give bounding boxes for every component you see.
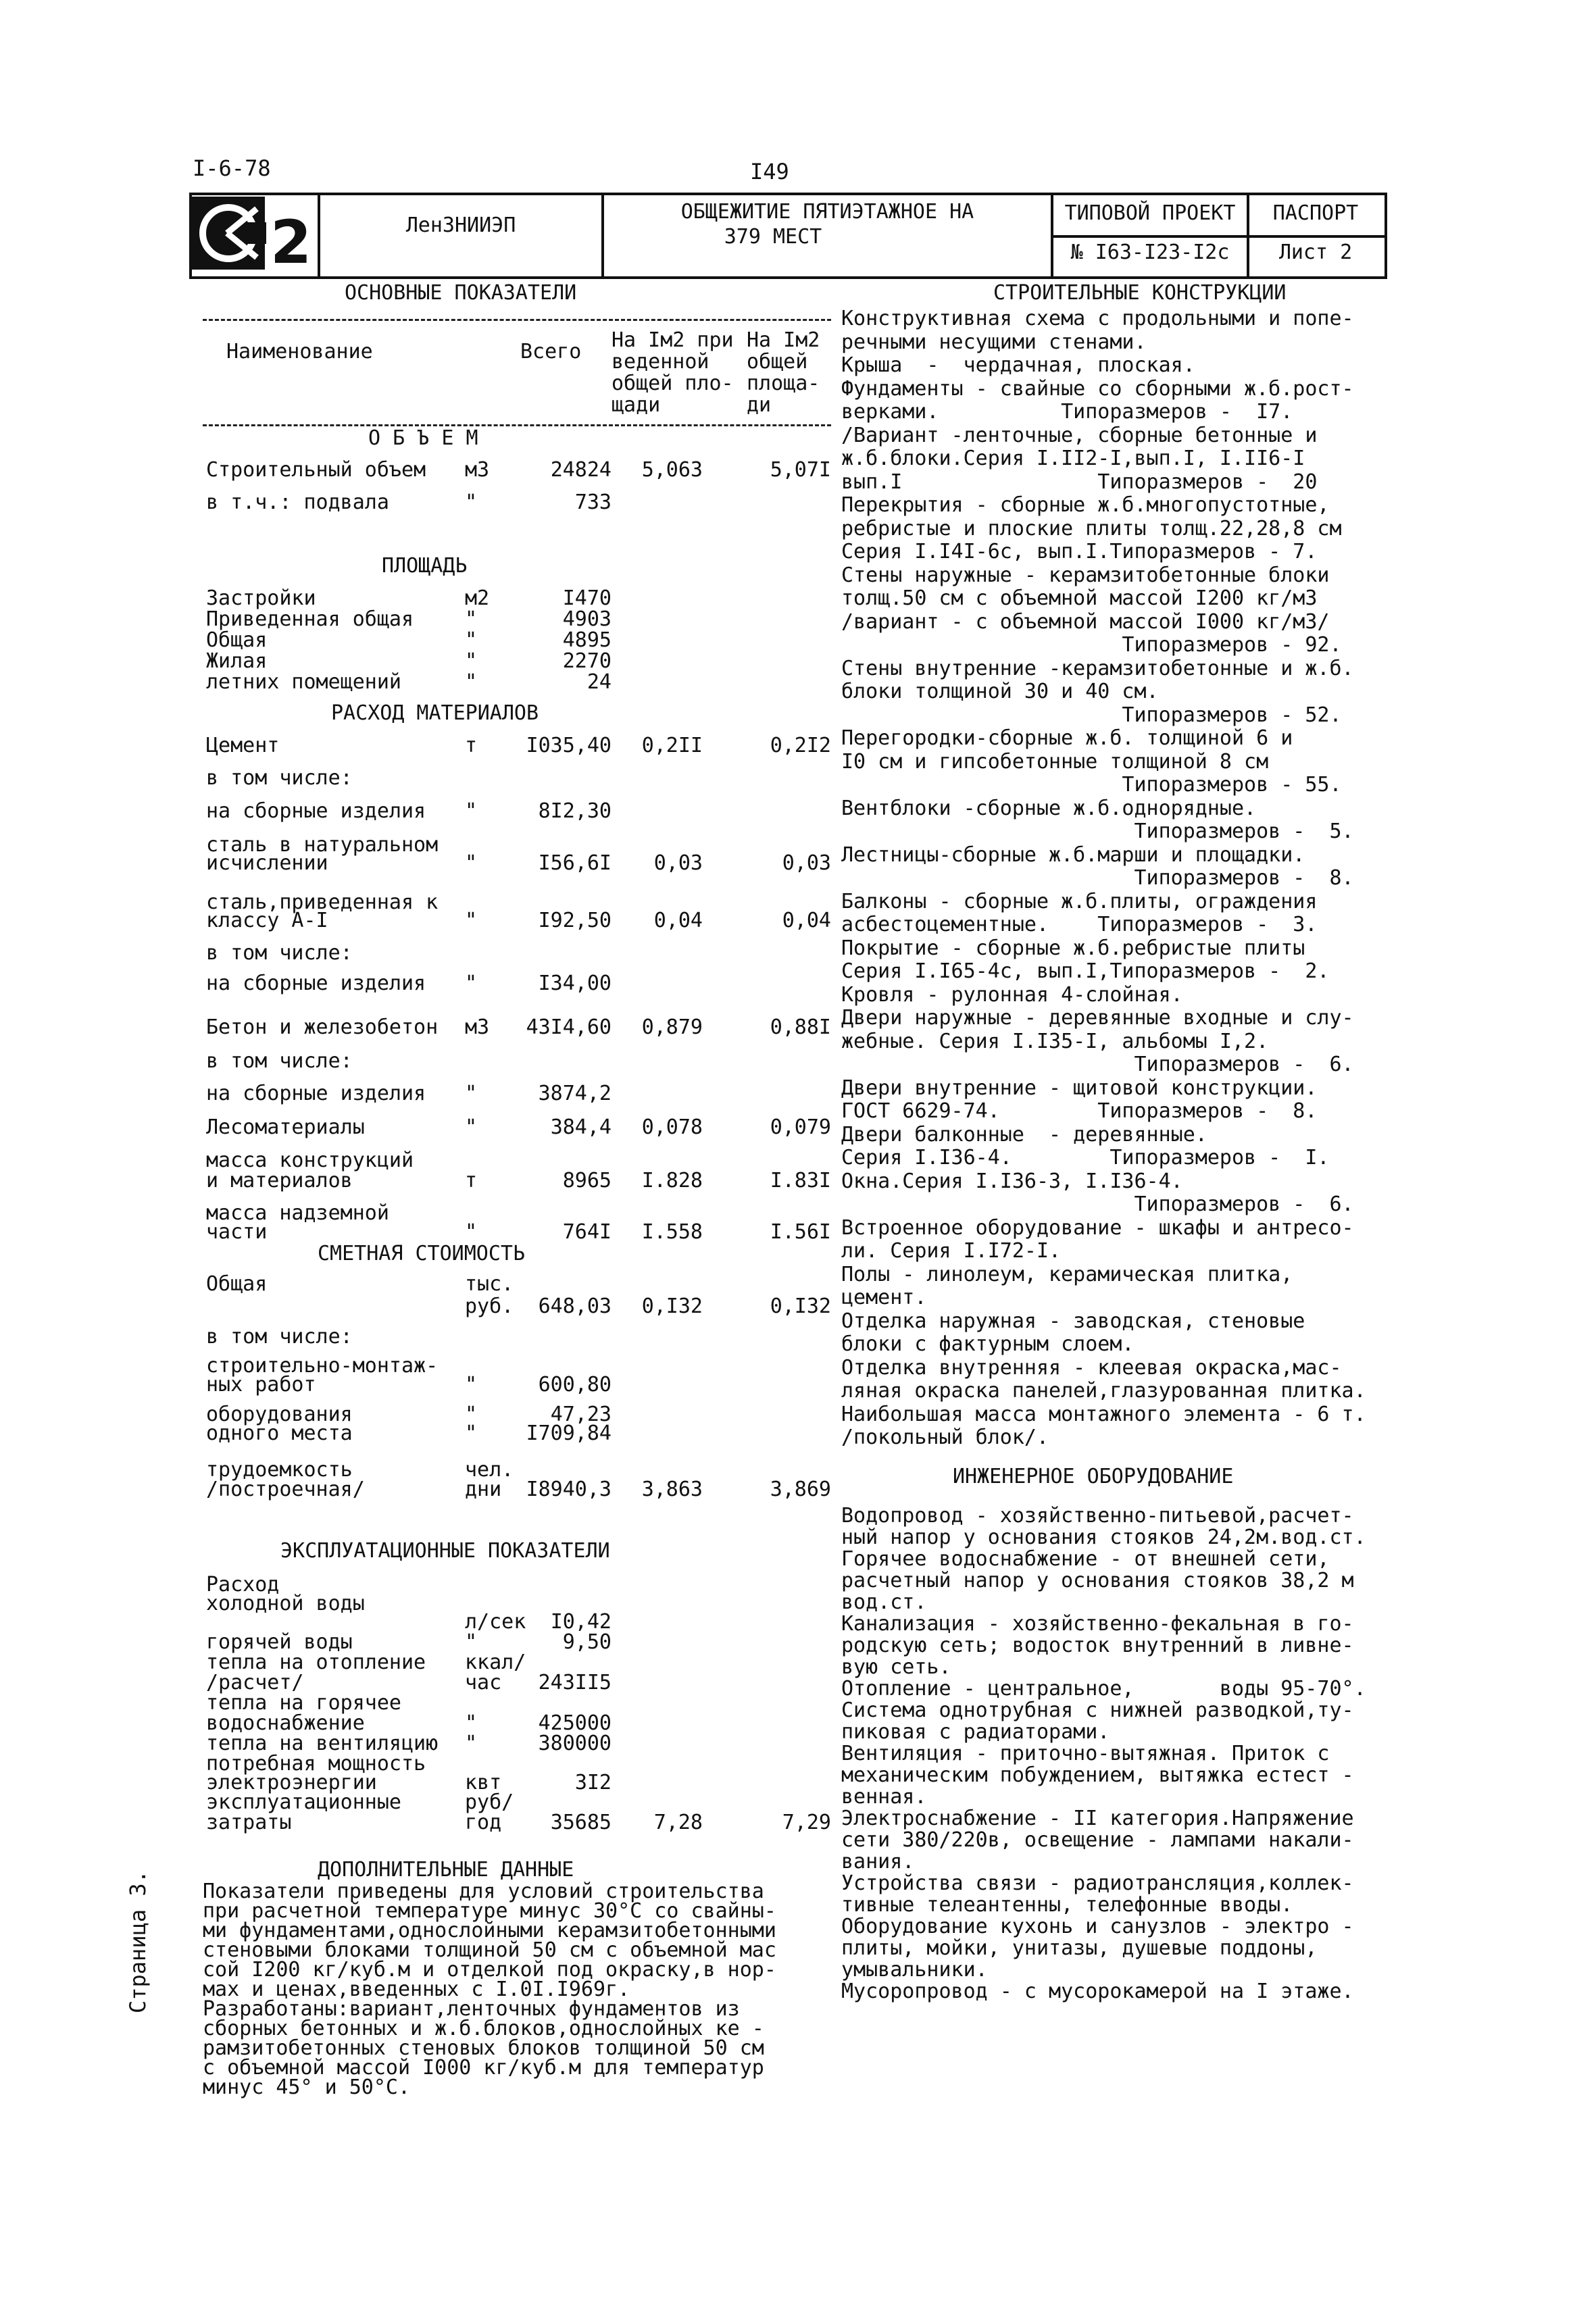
page-number: I49 — [750, 159, 789, 184]
cell-unit: тыс. — [465, 1272, 514, 1296]
section-volume: О Б Ъ Е М — [368, 426, 478, 450]
logo-number: 2 — [270, 207, 312, 274]
cell-b: 3,869 — [770, 1478, 831, 1501]
cell-unit: " — [465, 1711, 478, 1735]
cell-total: 8965 — [562, 1169, 612, 1192]
text-line: родскую сеть; водосток внутренний в ливне- — [841, 1634, 1354, 1657]
cell-name: масса конструкций — [206, 1149, 414, 1172]
extra-title: ДОПОЛНИТЕЛЬНЫЕ ДАННЫЕ — [318, 1858, 574, 1882]
text-line: Перегородки-сборные ж.б. толщиной 6 и — [841, 726, 1293, 750]
cell-a: 0,03 — [653, 851, 703, 875]
text-line: сети 380/220в, освещение - лампами накали- — [841, 1828, 1354, 1852]
text-line: Балконы - сборные ж.б.плиты, ограждения — [841, 889, 1318, 913]
text-line: Серия I.I36-4. Типоразмеров - I. — [841, 1146, 1330, 1169]
text-line: минус 45° и 50°С. — [203, 2076, 411, 2099]
text-line: Двери балконные - деревянные. — [841, 1122, 1207, 1147]
cell-b: 0,88I — [770, 1015, 831, 1039]
text-line: умывальники. — [841, 1958, 988, 1982]
text-line: Крыша - чердачная, плоская. — [841, 353, 1195, 377]
text-line: ный напор у основания стояков 24,2м.вод.ст. — [841, 1526, 1366, 1549]
cell-unit: год — [465, 1811, 502, 1834]
passport-label: ПАСПОРТ — [1272, 201, 1359, 225]
cell-unit: " — [465, 1115, 478, 1139]
cell-total: 35685 — [550, 1811, 612, 1834]
cell-name: водоснабжение — [206, 1711, 365, 1735]
cell-a: 0,2II — [641, 734, 703, 757]
cell-name: летних помещений — [206, 670, 401, 694]
text-line: Мусоропровод - с мусорокамерой на I этаже. — [841, 1980, 1354, 2003]
cell-b: 0,079 — [770, 1115, 831, 1139]
cell-name: и материалов — [206, 1169, 353, 1192]
cell-unit: т — [465, 1169, 478, 1192]
cell-total: I92,50 — [538, 909, 612, 932]
text-line: Наибольшая масса монтажного элемента - 6 т. — [841, 1402, 1366, 1426]
text-line: ли. Серия I.I72-I. — [841, 1239, 1062, 1263]
text-line: Типоразмеров - 55. — [841, 773, 1342, 797]
cell-total: 2270 — [562, 649, 612, 673]
main-indicators-title: ОСНОВНЫЕ ПОКАЗАТЕЛИ — [345, 281, 577, 305]
cell-total: 9,50 — [562, 1630, 612, 1654]
cell-name: Застройки — [206, 586, 316, 610]
cell-unit: " — [465, 1373, 478, 1397]
logo-icon — [189, 193, 318, 274]
text-line: Покрытие - сборные ж.б.ребристые плиты — [841, 936, 1305, 960]
text-line: ребристые и плоские плиты толщ.22,28,8 см — [841, 516, 1342, 540]
cell-total: 24 — [587, 670, 612, 694]
cell-a: I.828 — [641, 1169, 703, 1192]
text-line: Разработаны:вариант,ленточных фундаментов из — [203, 1997, 740, 2021]
cell-name: сталь в натуральном — [206, 833, 439, 857]
text-line: Типоразмеров - 6. — [841, 1192, 1354, 1216]
text-line: Типоразмеров - 52. — [841, 703, 1342, 727]
text-line: Типоразмеров - 5. — [841, 820, 1354, 843]
text-line: Устройства связи - радиотрансляция,коллек- — [841, 1871, 1354, 1895]
cell-unit: " — [465, 909, 478, 932]
extra-text — [203, 1882, 776, 2097]
cell-a: 0,04 — [653, 909, 703, 932]
cell-name: тепла на отопление — [206, 1651, 426, 1674]
cell-name: в том числе: — [206, 941, 353, 965]
cell-total: 24824 — [550, 458, 612, 482]
text-line: жебные. Серия I.I35-I, альбомы I,2. — [841, 1029, 1269, 1053]
cell-name: эксплуатационные — [206, 1790, 401, 1814]
text-line: Типоразмеров - 6. — [841, 1053, 1354, 1076]
text-line: Кровля - рулонная 4-слойная. — [841, 982, 1183, 1007]
text-line: /покольный блок/. — [841, 1426, 1049, 1449]
text-line: Отопление - центральное, воды 95-70°. — [841, 1677, 1366, 1701]
text-line: Отделка наружная - заводская, стеновые — [841, 1309, 1305, 1333]
type-label: ТИПОВОЙ ПРОЕКТ — [1064, 201, 1236, 225]
side-page-note: Страница 3. — [125, 1870, 151, 2013]
cell-total: I56,6I — [538, 851, 612, 875]
text-line: Окна.Серия I.I36-3, I.I36-4. — [841, 1169, 1183, 1193]
cell-total: 43I4,60 — [526, 1015, 612, 1039]
sheet-number: Лист 2 — [1278, 241, 1353, 264]
text-line: Перекрытия - сборные ж.б.многопустотные, — [841, 493, 1330, 517]
text-line: расчетный напор у основания стояков 38,2 м — [841, 1569, 1354, 1592]
constructions-title: СТРОИТЕЛЬНЫЕ КОНСТРУКЦИИ — [993, 281, 1287, 305]
cell-unit: м3 — [465, 458, 490, 482]
col-header-per-reduced: На Iм2 при веденной общей пло- щади — [612, 328, 734, 417]
cell-name: строительно-монтаж- — [206, 1354, 439, 1378]
text-line: Двери наружные - деревянные входные и слу- — [841, 1006, 1354, 1030]
cell-unit: " — [465, 1082, 478, 1105]
text-line: Вентблоки -сборные ж.б.однорядные. — [841, 796, 1257, 820]
text-line: пиковая с радиаторами. — [841, 1720, 1110, 1744]
cell-a: 3,863 — [641, 1478, 703, 1501]
text-line: тивные телеантенны, телефонные вводы. — [841, 1893, 1293, 1917]
text-line: Лестницы-сборные ж.б.марши и площадки. — [841, 842, 1305, 867]
text-line: I0 см и гипсобетонные толщиной 8 см — [841, 749, 1269, 774]
cell-unit: м3 — [465, 1015, 490, 1039]
cell-unit: чел. — [465, 1458, 514, 1482]
text-line: венная. — [841, 1785, 927, 1809]
cell-b: I.56I — [770, 1220, 831, 1244]
cell-total: 243II5 — [538, 1671, 612, 1694]
cell-total: 648,03 — [538, 1294, 612, 1318]
text-line: ж.б.блоки.Серия I.II2-I,вып.I, I.II6-I — [841, 447, 1305, 470]
text-line: Серия I.I65-4с, вып.I,Типоразмеров - 2. — [841, 959, 1330, 983]
cell-total: 3874,2 — [538, 1082, 612, 1105]
cell-b: 0,03 — [782, 851, 831, 875]
text-line: Оборудование кухонь и санузлов - электро - — [841, 1915, 1354, 1938]
cell-name: на сборные изделия — [206, 972, 426, 995]
cell-name: в том числе: — [206, 1325, 353, 1349]
cell-total: 4895 — [562, 628, 612, 652]
cell-name: Строительный объем — [206, 458, 426, 482]
text-line: блоки толщиной 30 и 40 см. — [841, 680, 1159, 703]
cell-unit: " — [465, 972, 478, 995]
organization: ЛенЗНИИЭП — [405, 213, 516, 237]
text-line: вую сеть. — [841, 1655, 951, 1679]
section-area: ПЛОЩАДЬ — [382, 554, 468, 578]
cell-name: Цемент — [206, 734, 280, 757]
cell-total: 3I2 — [574, 1771, 612, 1794]
cell-name: Расход — [206, 1573, 280, 1596]
cell-unit: " — [465, 799, 478, 823]
cell-name: сталь,приведенная к — [206, 890, 439, 914]
cell-name: Общая — [206, 1272, 268, 1296]
cell-a: 0,879 — [641, 1015, 703, 1039]
type-number: № I63-I23-I2с — [1070, 241, 1230, 264]
cell-b: 7,29 — [782, 1811, 831, 1834]
text-line: сой I200 кг/куб.м и отделкой под окраску,в нор- — [203, 1958, 776, 1982]
text-line: Водопровод - хозяйственно-питьевой,расчет- — [841, 1504, 1354, 1528]
text-line: при расчетной температуре минус 30°С со свайны- — [203, 1899, 776, 1923]
text-line: вып.I Типоразмеров - 20 — [841, 470, 1318, 494]
text-line: Фундаменты - свайные со сборными ж.б.рост- — [841, 376, 1354, 401]
cell-name: ных работ — [206, 1373, 316, 1397]
cell-unit: " — [465, 670, 478, 694]
cell-unit: час — [465, 1671, 502, 1694]
cell-total: 384,4 — [550, 1115, 612, 1139]
text-line: Электроснабжение - II категория.Напряжение — [841, 1807, 1354, 1830]
cell-b: 5,07I — [770, 458, 831, 482]
cell-name: /расчет/ — [206, 1671, 304, 1694]
cell-total: I0,42 — [550, 1610, 612, 1634]
cell-name: тепла на вентиляцию — [206, 1732, 439, 1755]
text-line: Стены внутренние -керамзитобетонные и ж.б. — [841, 656, 1354, 680]
cell-unit: ккал/ — [465, 1651, 526, 1674]
section-cost: СМЕТНАЯ СТОИМОСТЬ — [318, 1242, 526, 1265]
text-line: асбестоцементные. Типоразмеров - 3. — [841, 913, 1318, 936]
engineering-text — [841, 1505, 1366, 2003]
text-line: Отделка внутренняя - клеевая окраска,мас- — [841, 1355, 1342, 1380]
text-line: /Вариант -ленточные, сборные бетонные и — [841, 423, 1318, 447]
cell-total: 600,80 — [538, 1373, 612, 1397]
cell-total: 4903 — [562, 607, 612, 631]
cell-unit: т — [465, 734, 478, 757]
text-line: ляная окраска панелей,глазурованная плитка. — [841, 1379, 1366, 1403]
text-line: Полы - линолеум, керамическая плитка, — [841, 1262, 1293, 1286]
cell-total: 8I2,30 — [538, 799, 612, 823]
cell-total: I34,00 — [538, 972, 612, 995]
cell-name: в том числе: — [206, 1049, 353, 1073]
cell-b: 0,04 — [782, 909, 831, 932]
cell-unit: " — [465, 1422, 478, 1445]
constructions-text — [841, 307, 1366, 1450]
cell-a: 0,078 — [641, 1115, 703, 1139]
cell-unit: дни — [465, 1478, 502, 1501]
cell-unit: " — [465, 1732, 478, 1755]
text-line: с объемной массой I000 кг/куб.м для температур — [203, 2056, 764, 2080]
ops-title: ЭКСПЛУАТАЦИОННЫЕ ПОКАЗАТЕЛИ — [280, 1539, 610, 1563]
text-line: Типоразмеров - 92. — [841, 633, 1342, 657]
text-line: Вентиляция - приточно-вытяжная. Приток с — [841, 1742, 1330, 1765]
text-line: толщ.50 см с объемной массой I200 кг/м3 — [841, 586, 1318, 610]
cell-name: затраты — [206, 1811, 292, 1834]
section-materials: РАСХОД МАТЕРИАЛОВ — [331, 701, 539, 725]
text-line: Конструктивная схема с продольными и попе- — [841, 307, 1354, 330]
text-line: Типоразмеров - 8. — [841, 866, 1354, 890]
cell-name: Жилая — [206, 649, 268, 673]
cell-name: в т.ч.: подвала — [206, 491, 389, 514]
text-line: мах и ценах,введенных с I.0I.I969г. — [203, 1978, 630, 2001]
text-line: верками. Типоразмеров - I7. — [841, 400, 1293, 424]
col-header-name: Наименование — [226, 340, 373, 363]
cell-name: Бетон и железобетон — [206, 1015, 439, 1039]
cell-a: I.558 — [641, 1220, 703, 1244]
text-line: вод.ст. — [841, 1590, 927, 1614]
cell-total: I709,84 — [526, 1422, 612, 1445]
cell-unit: руб/ — [465, 1790, 514, 1814]
text-line: ГОСТ 6629-74. Типоразмеров - 8. — [841, 1099, 1318, 1123]
text-line: Серия I.I4I-6с, вып.I.Типоразмеров - 7. — [841, 540, 1318, 563]
text-line: Горячее водоснабжение - от внешней сети, — [841, 1547, 1330, 1571]
text-line: цемент. — [841, 1286, 927, 1309]
cell-unit: руб. — [465, 1294, 514, 1318]
cell-name: Приведенная общая — [206, 607, 414, 631]
cell-unit: м2 — [465, 586, 490, 610]
cell-unit: " — [465, 649, 478, 673]
cell-name: классу А-I — [206, 909, 328, 932]
cell-unit: л/сек — [465, 1610, 526, 1634]
cell-b: 0,I32 — [770, 1294, 831, 1318]
cell-total: I8940,3 — [526, 1478, 612, 1501]
text-line: плиты, мойки, унитазы, душевые поддоны, — [841, 1936, 1318, 1960]
cell-unit: квт — [465, 1771, 502, 1794]
cell-name: в том числе: — [206, 766, 353, 790]
cell-unit: " — [465, 607, 478, 631]
text-line: Двери внутренние - щитовой конструкции. — [841, 1076, 1318, 1100]
cell-name: одного места — [206, 1422, 353, 1445]
cell-total: 380000 — [538, 1732, 612, 1755]
text-line: блоки с фактурным слоем. — [841, 1332, 1134, 1356]
cell-name: на сборные изделия — [206, 1082, 426, 1105]
text-line: механическим побуждением, вытяжка естест - — [841, 1763, 1354, 1787]
cell-total: I470 — [562, 586, 612, 610]
cell-name: исчислении — [206, 851, 328, 875]
cell-name: на сборные изделия — [206, 799, 426, 823]
text-line: Канализация - хозяйственно-фекальная в го- — [841, 1612, 1354, 1636]
cell-unit: " — [465, 851, 478, 875]
cell-total: 764I — [562, 1220, 612, 1244]
cell-name: холодной воды — [206, 1592, 365, 1615]
cell-name: горячей воды — [206, 1630, 353, 1654]
cell-name: /построечная/ — [206, 1478, 365, 1501]
cell-b: 0,2I2 — [770, 734, 831, 757]
cell-unit: " — [465, 1630, 478, 1654]
text-line: сборных бетонных и ж.б.блоков,однослойных ке - — [203, 2017, 764, 2040]
cell-name: электроэнергии — [206, 1771, 377, 1794]
text-line: ми фундаментами,однослойными керамзитобетонными — [203, 1919, 776, 1942]
cell-a: 0,I32 — [641, 1294, 703, 1318]
cell-unit: " — [465, 1220, 478, 1244]
project-title-2: 379 МЕСТ — [724, 225, 822, 249]
text-line: вания. — [841, 1850, 915, 1873]
cell-name: Лесоматериалы — [206, 1115, 365, 1139]
cell-name: тепла на горячее — [206, 1691, 401, 1715]
cell-total: I035,40 — [526, 734, 612, 757]
text-line: рамзитобетонных стеновых блоков толщиной 50 см — [203, 2036, 764, 2060]
cell-unit: " — [465, 628, 478, 652]
cell-a: 5,063 — [641, 458, 703, 482]
text-line: Встроенное оборудование - шкафы и антресо- — [841, 1215, 1354, 1240]
cell-b: I.83I — [770, 1169, 831, 1192]
col-header-per-total: На Iм2 общей площа- ди — [747, 328, 820, 417]
cell-total: 425000 — [538, 1711, 612, 1735]
text-line: речными несущими стенами. — [841, 330, 1147, 354]
cell-name: Общая — [206, 628, 268, 652]
cell-name: части — [206, 1220, 268, 1244]
cell-name: оборудования — [206, 1403, 353, 1426]
logo — [189, 193, 318, 274]
doc-code: I-6-78 — [193, 155, 271, 181]
text-line: /вариант - с объемной массой I000 кг/м3/ — [841, 609, 1330, 634]
engineering-title: ИНЖЕНЕРНОЕ ОБОРУДОВАНИЕ — [953, 1465, 1234, 1488]
project-title-1: ОБЩЕЖИТИЕ ПЯТИЭТАЖНОЕ НА — [680, 200, 974, 224]
cell-unit: " — [465, 1403, 478, 1426]
cell-total: 47,23 — [550, 1403, 612, 1426]
cell-unit: " — [465, 491, 478, 514]
cell-name: трудоемкость — [206, 1458, 353, 1482]
text-line: Показатели приведены для условий строительства — [203, 1880, 764, 1903]
cell-name: потребная мощность — [206, 1752, 426, 1776]
cell-name: масса надземной — [206, 1201, 389, 1225]
text-line: Стены наружные - керамзитобетонные блоки — [841, 563, 1330, 587]
text-line: Система однотрубная с нижней разводкой,ту- — [841, 1699, 1354, 1722]
cell-a: 7,28 — [653, 1811, 703, 1834]
col-header-total: Всего — [520, 340, 582, 363]
text-line: стеновыми блоками толщиной 50 см с объемной мас — [203, 1938, 776, 1962]
cell-total: 733 — [574, 491, 612, 514]
